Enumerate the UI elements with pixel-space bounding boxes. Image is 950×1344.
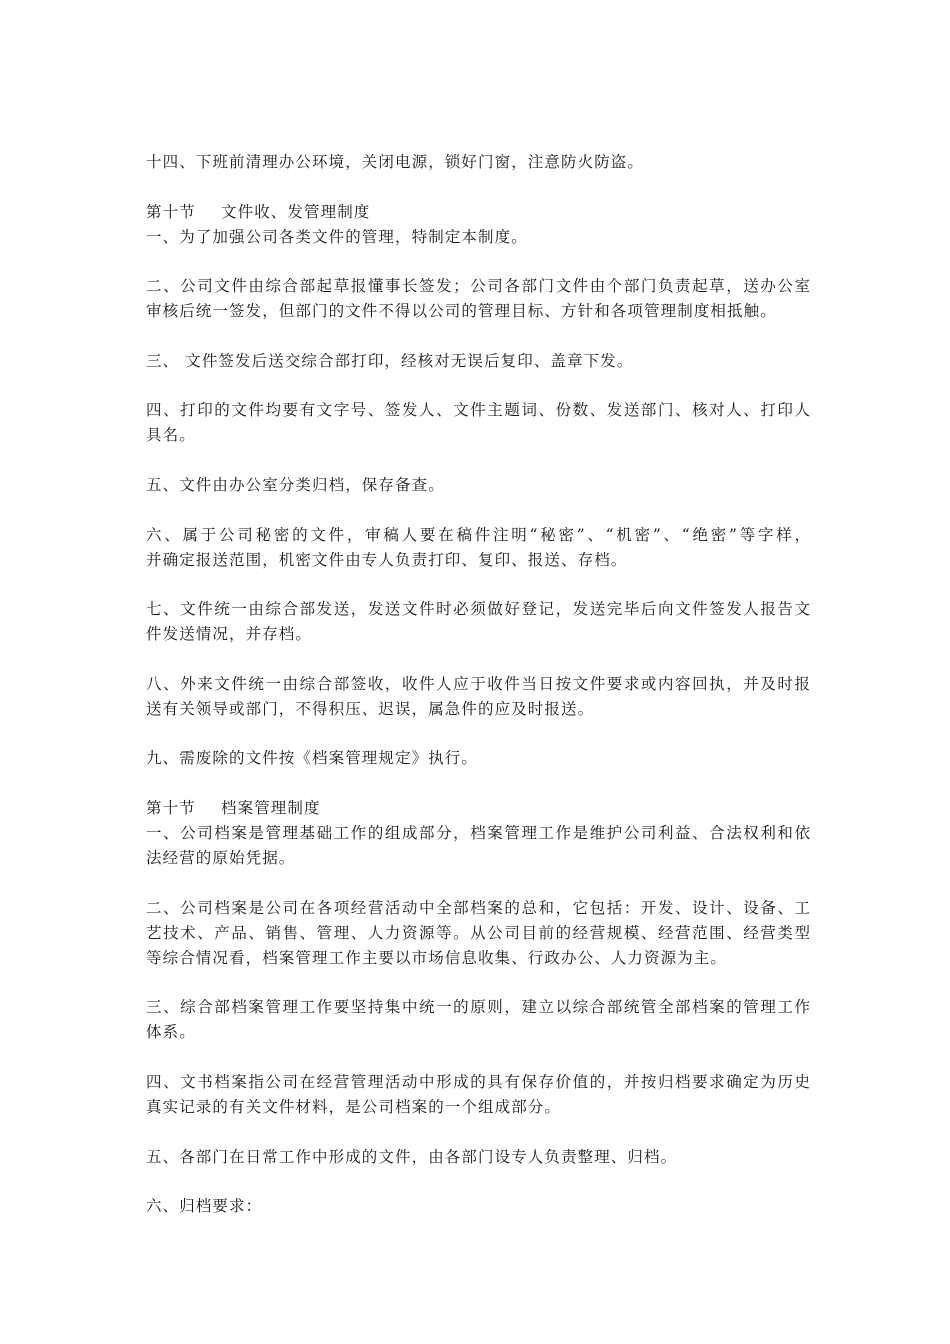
paragraph-line: 艺技术、产品、销售、管理、人力资源等。从公司目前的经营规模、经营范围、经营类型 (146, 924, 810, 942)
paragraph-line: 四、文书档案指公司在经营管理活动中形成的具有保存价值的，并按归档要求确定为历史 (146, 1073, 810, 1091)
paragraph-line: 件发送情况，并存档。 (146, 625, 313, 643)
paragraph-line: 审核后统一签发，但部门的文件不得以公司的管理目标、方针和各项管理制度相抵触。 (146, 302, 777, 320)
paragraph-line: 一、为了加强公司各类文件的管理，特制定本制度。 (146, 228, 528, 246)
paragraph-line: 十四、下班前清理办公环境，关闭电源，锁好门窗，注意防火防盗。 (146, 153, 645, 171)
section-title: 档案管理制度 (221, 799, 321, 817)
paragraph-line: 具名。 (146, 426, 196, 444)
paragraph-line: 二、公司档案是公司在各项经营活动中全部档案的总和，它包括：开发、设计、设备、工 (146, 899, 810, 917)
paragraph-line: 真实记录的有关文件材料，是公司档案的一个组成部分。 (146, 1098, 562, 1116)
section-heading (146, 200, 810, 224)
paragraph-line: 三、 文件签发后送交综合部打印，经核对无误后复印、盖章下发。 (146, 352, 634, 370)
paragraph-line: 一、公司档案是管理基础工作的组成部分，档案管理工作是维护公司利益、合法权利和依 (146, 824, 810, 842)
paragraph-line: 九、需废除的文件按《档案管理规定》执行。 (146, 749, 479, 767)
paragraph-line: 六、归档要求： (146, 1197, 263, 1215)
section-number: 第十节 (146, 799, 196, 817)
paragraph-line: 五、文件由办公室分类归档，保存备查。 (146, 476, 445, 494)
paragraph-line: 二、公司文件由综合部起草报懂事长签发；公司各部门文件由个部门负责起草，送办公室 (146, 277, 810, 295)
paragraph-line: 七、文件统一由综合部发送，发送文件时必须做好登记，发送完毕后向文件签发人报告文 (146, 600, 810, 618)
section-number: 第十节 (146, 203, 196, 221)
paragraph-line: 五、各部门在日常工作中形成的文件，由各部门设专人负责整理、归档。 (146, 1148, 678, 1166)
paragraph-line: 三、综合部档案管理工作要坚持集中统一的原则，建立以综合部统管全部档案的管理工作 (146, 998, 810, 1016)
paragraph-line: 四、打印的文件均要有文字号、签发人、文件主题词、份数、发送部门、核对人、打印人 (146, 401, 810, 419)
section-title: 文件收、发管理制度 (221, 203, 371, 221)
paragraph-line: 等综合情况看，档案管理工作主要以市场信息收集、行政办公、人力资源为主。 (146, 949, 728, 967)
paragraph-line: 六、属于公司秘密的文件，审稿人要在稿件注明“秘密”、“机密”、“绝密”等字样， (146, 526, 810, 544)
paragraph-line: 并确定报送范围，机密文件由专人负责打印、复印、报送、存档。 (146, 551, 628, 569)
paragraph-line: 体系。 (146, 1023, 196, 1041)
paragraph-line: 八、外来文件统一由综合部签收，收件人应于收件当日按文件要求或内容回执，并及时报 (146, 675, 810, 693)
paragraph-line: 法经营的原始凭据。 (146, 849, 296, 867)
paragraph-line: 送有关领导或部门，不得积压、迟误，属急件的应及时报送。 (146, 700, 595, 718)
section-heading (146, 796, 810, 820)
